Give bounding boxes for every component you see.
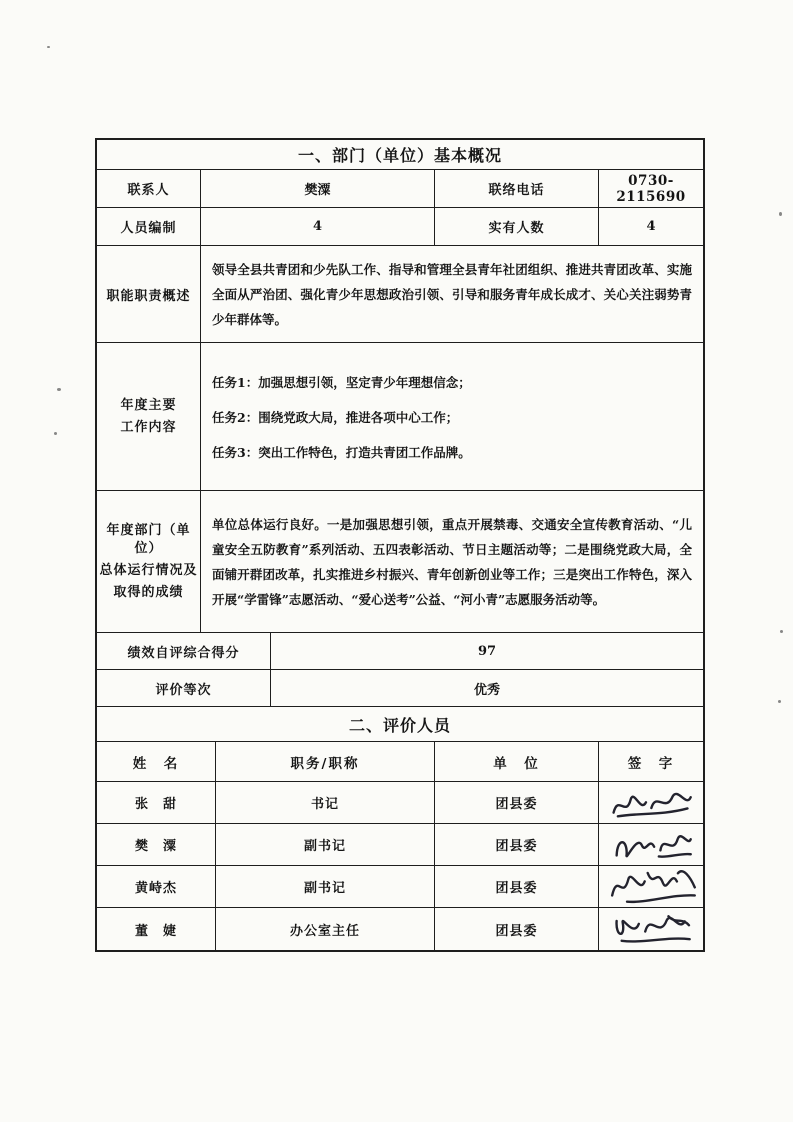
evaluator-row-1 (97, 782, 703, 824)
task-line-1: 任务1：加强思想引领，坚定青少年理想信念； (212, 374, 471, 390)
evaluator-name: 樊 潥 (134, 839, 177, 854)
annual-work-row (97, 343, 703, 491)
overall-row (97, 491, 703, 633)
duties-row (97, 246, 703, 343)
actual-staff-label: 实有人数 (488, 221, 545, 236)
evaluator-row-4 (97, 908, 703, 950)
scan-speck (780, 630, 783, 633)
overall-label-line1: 年度部门（单位） (106, 522, 191, 556)
score-row (97, 633, 703, 670)
evaluator-name: 张 甜 (134, 797, 177, 812)
section2-title: 二、评价人员 (348, 715, 451, 735)
contact-row (97, 170, 703, 208)
overall-label (97, 522, 200, 602)
score-label: 绩效自评综合得分 (127, 645, 240, 661)
grade-value: 优秀 (473, 682, 500, 698)
staffing-label: 人员编制 (120, 221, 177, 236)
annual-work-label (120, 397, 176, 437)
evaluator-unit: 团县委 (495, 881, 538, 896)
evaluator-title: 副书记 (303, 839, 346, 854)
evaluator-unit: 团县委 (495, 923, 538, 939)
overall-label-line2: 总体运行情况及 (99, 562, 198, 578)
task-line-3: 任务3：突出工作特色，打造共青团工作品牌。 (212, 444, 471, 460)
evaluator-row-3 (97, 866, 703, 908)
actual-staff-count: 4 (646, 219, 656, 234)
grade-row (97, 670, 703, 707)
header-signature: 签 字 (627, 755, 675, 772)
section1-title: 一、部门（单位）基本概况 (297, 146, 502, 165)
score-value: 97 (477, 643, 497, 659)
section1-title-row (97, 140, 703, 170)
contact-name: 樊潥 (304, 183, 331, 198)
signature-image (606, 782, 696, 822)
annual-work-label-line2: 工作内容 (120, 419, 177, 435)
overall-content: 单位总体运行良好。一是加强思想引领，重点开展禁毒、交通安全宣传教育活动、“儿童安全五防教育”系列活动、五四表彰活动、节日主题活动等；二是围绕党政大局，全面铺开群团改革，扎实推进乡村振兴、青年创新创业等工作；三是突出工作特色，深入开展“学雷锋”志愿活动、“爱心送考”公益、“河小青”志愿服务活动等。 (212, 516, 692, 607)
assessment-form-table (95, 138, 705, 952)
scan-speck (779, 212, 782, 216)
evaluator-name: 黄峙杰 (134, 881, 177, 896)
grade-label: 评价等次 (155, 682, 212, 698)
scan-speck (57, 388, 61, 391)
evaluator-title: 办公室主任 (289, 923, 360, 939)
header-name: 姓 名 (132, 755, 180, 772)
annual-task-list (201, 373, 703, 461)
scan-speck (47, 46, 50, 48)
phone-number: 0730-2115690 (616, 172, 686, 205)
section2-title-row (97, 707, 703, 742)
evaluator-unit: 团县委 (495, 839, 538, 854)
staffing-count: 4 (312, 219, 323, 234)
evaluator-title: 副书记 (303, 881, 346, 896)
scan-speck (54, 432, 57, 435)
evaluator-unit: 团县委 (495, 797, 538, 812)
scan-speck (778, 700, 781, 703)
evaluator-row-2 (97, 824, 703, 866)
evaluator-header-row (97, 742, 703, 782)
header-title: 职务/职称 (290, 755, 360, 772)
duties-label: 职能职责概述 (106, 288, 191, 304)
phone-label: 联络电话 (488, 183, 545, 198)
header-unit: 单 位 (493, 755, 540, 772)
staffing-row (97, 208, 703, 246)
evaluator-title: 书记 (310, 797, 339, 812)
signature-image (608, 907, 694, 947)
evaluator-name: 董 婕 (134, 923, 177, 939)
task-line-2: 任务2：围绕党政大局，推进各项中心工作； (212, 409, 459, 425)
contact-label: 联系人 (127, 183, 170, 198)
duties-content: 领导全县共青团和少先队工作、指导和管理全县青年社团组织、推进共青团改革、实施全面从严治团、强化青少年思想政治引领、引导和服务青年成长成才、关心关注弱势青少年群体等。 (212, 262, 692, 327)
annual-work-label-line1: 年度主要 (120, 397, 177, 413)
overall-label-line3: 取得的成绩 (113, 584, 184, 600)
